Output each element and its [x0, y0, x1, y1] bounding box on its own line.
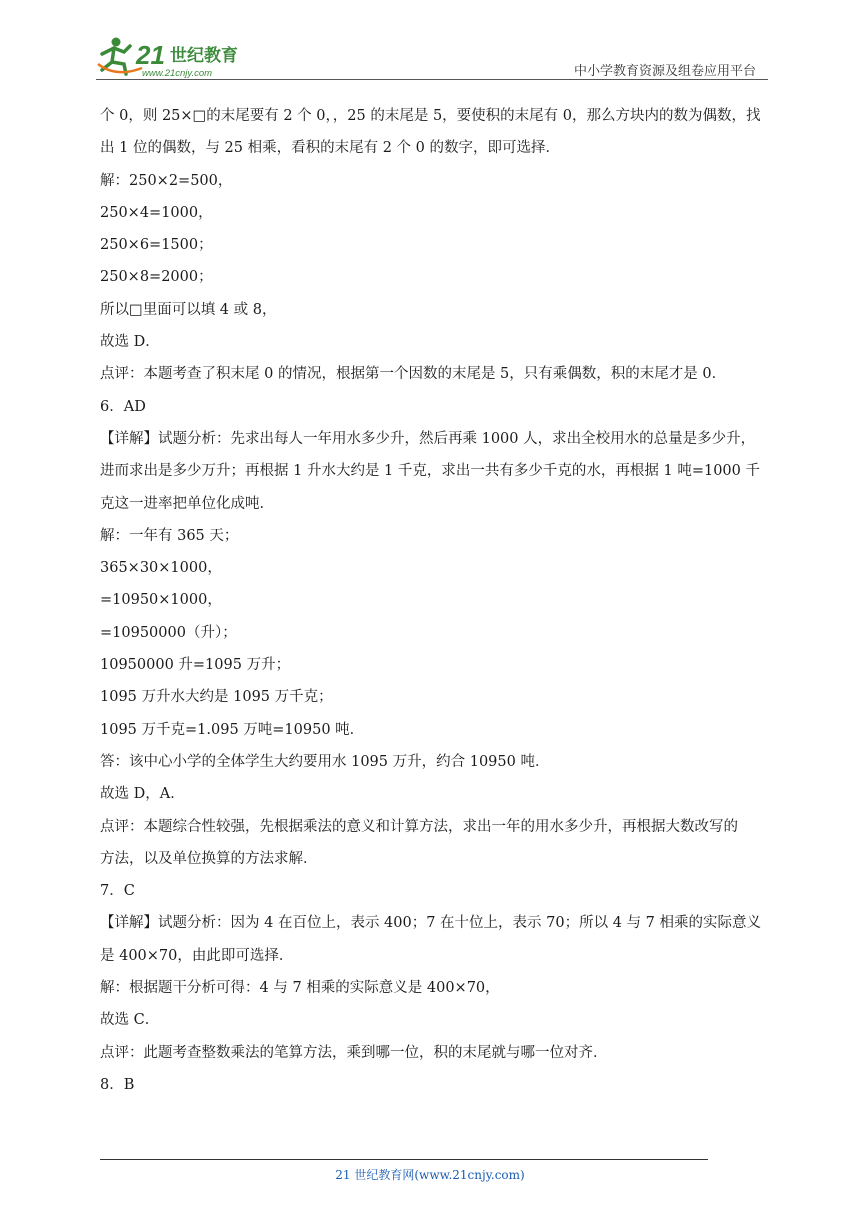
text-line: =10950×1000，	[100, 592, 222, 609]
text-line: 点评：本题考查了积末尾 0 的情况，根据第一个因数的末尾是 5，只有乘偶数，积的末尾才是 0．	[100, 366, 727, 383]
text-line: 答：该中心小学的全体学生大约要用水 1095 万升，约合 10950 吨．	[100, 753, 550, 770]
header-divider	[96, 79, 768, 80]
text-line: 是 400×70，由此即可选择．	[100, 947, 294, 964]
text-line: 7．C	[100, 883, 135, 900]
text-line: 250×4=1000，	[100, 204, 213, 221]
text-line: 解：250×2=500，	[100, 172, 233, 189]
svg-text:21: 21	[136, 40, 165, 70]
page-header	[0, 0, 860, 90]
text-line: 点评：本题综合性较强，先根据乘法的意义和计算方法，求出一年的用水多少升，再根据大数改写的	[100, 818, 738, 835]
text-line: 故选 D．	[100, 334, 160, 351]
text-line: 1095 万升水大约是 1095 万千克；	[100, 689, 333, 706]
text-line: 250×6=1500；	[100, 237, 213, 254]
text-line: 方法，以及单位换算的方法求解．	[100, 850, 318, 867]
text-line: 365×30×1000，	[100, 560, 222, 577]
text-line: 8．B	[100, 1076, 135, 1093]
text-line: 1095 万千克=1.095 万吨=10950 吨．	[100, 721, 365, 738]
text-line: 【详解】试题分析：先求出每人一年用水多少升，然后再乘 1000 人，求出全校用水的总量是多少升，	[100, 430, 756, 447]
text-line: 点评：此题考查整数乘法的笔算方法，乘到哪一位，积的末尾就与哪一位对齐．	[100, 1044, 608, 1061]
footer-divider	[100, 1159, 708, 1160]
text-line: 进而求出是多少万升；再根据 1 升水大约是 1 千克，求出一共有多少千克的水，再根据 1 吨=1000 千	[100, 463, 760, 480]
text-line: 10950000 升=1095 万升；	[100, 657, 291, 674]
svg-text:www.21cnjy.com: www.21cnjy.com	[142, 68, 213, 79]
text-line: 克这一进率把单位化成吨．	[100, 495, 274, 512]
svg-text:世纪教育: 世纪教育	[170, 46, 238, 66]
text-line: 解：根据题干分析可得：4 与 7 相乘的实际意义是 400×70，	[100, 980, 500, 997]
text-line: 6．AD	[100, 398, 146, 415]
text-line: =10950000（升）；	[100, 624, 237, 641]
text-line: 故选 C．	[100, 1012, 160, 1029]
text-line: 个 0，则 25×□的末尾要有 2 个 0，，25 的末尾是 5，要使积的末尾有 0，那么方块内的数为偶数，找	[100, 108, 761, 124]
footer-link[interactable]: 21 世纪教育网(www.21cnjy.com)	[335, 1168, 525, 1182]
answer-content	[100, 100, 764, 1101]
text-line: 解：一年有 365 天；	[100, 527, 239, 544]
text-line: 故选 D，A．	[100, 786, 185, 803]
logo-runner-icon	[96, 34, 266, 80]
text-line: 出 1 位的偶数，与 25 相乘，看积的末尾有 2 个 0 的数字，即可选择．	[100, 140, 560, 157]
text-line: 所以□里面可以填 4 或 8，	[100, 301, 277, 318]
platform-title: 中小学教育资源及组卷应用平台	[573, 64, 756, 79]
text-line: 【详解】试题分析：因为 4 在百位上，表示 400；7 在十位上，表示 70；所以 4 与 7 相乘的实际意义	[100, 915, 762, 932]
site-logo[interactable]	[96, 34, 266, 80]
text-line: 250×8=2000；	[100, 269, 213, 286]
